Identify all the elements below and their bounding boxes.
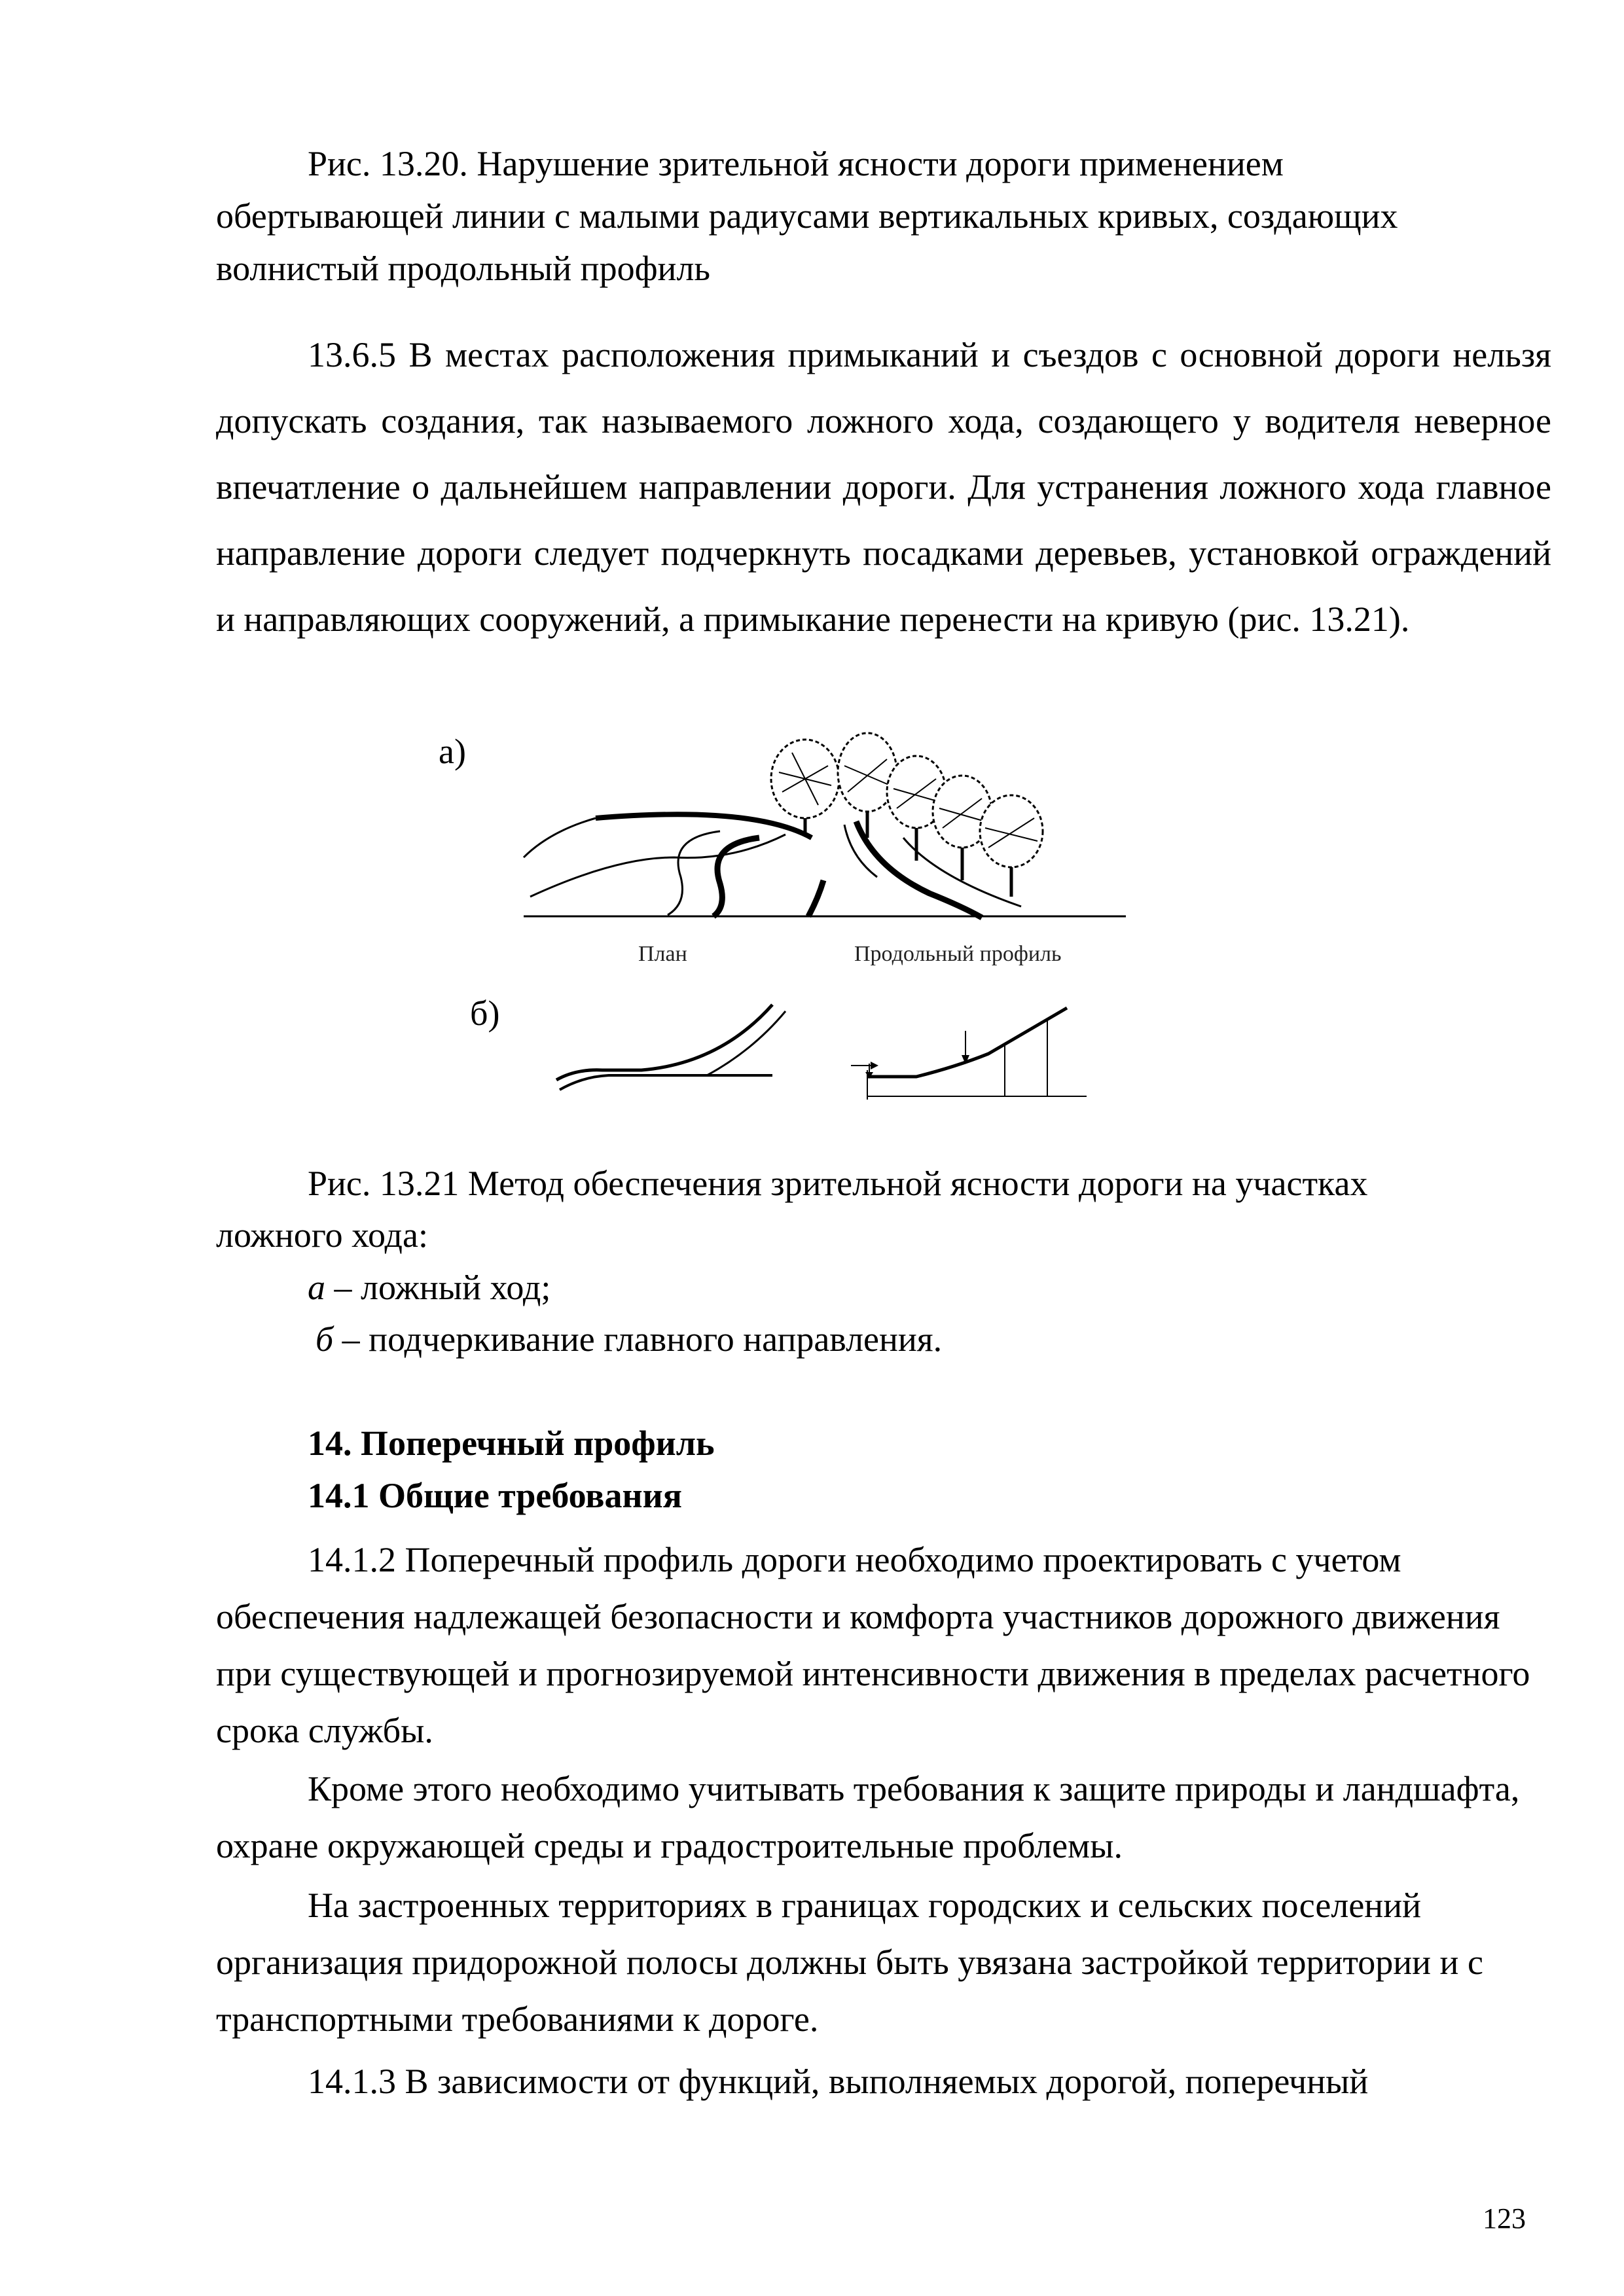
figure-label-a: а) bbox=[439, 732, 466, 771]
tree-row-icon bbox=[838, 733, 1043, 897]
paragraph-built-areas: На застроенных территориях в границах городских и сельских поселений организация придорожной полосы должны быть увязана застройкой территории и с транспортными требованиями к дороге. bbox=[216, 1886, 1483, 2039]
item-b-letter: б bbox=[316, 1319, 334, 1359]
item-b-text: – подчеркивание главного направления. bbox=[333, 1319, 943, 1359]
item-a-text: – ложный ход; bbox=[325, 1268, 551, 1307]
longitudinal-profile-drawing bbox=[844, 995, 1106, 1106]
profile-label: Продольный профиль bbox=[854, 942, 1062, 966]
perspective-road-drawing bbox=[511, 726, 1139, 936]
paragraph-nature: Кроме этого необходимо учитывать требования к защите природы и ландшафта, охране окружающей среды и градостроительные проблемы. bbox=[216, 1769, 1520, 1865]
page-number: 123 bbox=[1483, 2202, 1526, 2234]
paragraph-14-1-2: 14.1.2 Поперечный профиль дороги необходимо проектировать с учетом обеспечения надлежащей безопасности и комфорта участников дорожного движения при существующей и прогнозируемой интенсивности движения в пределах расчетного срока службы. bbox=[216, 1540, 1530, 1750]
item-a-letter: а bbox=[308, 1268, 325, 1307]
figure-caption-item-b bbox=[316, 1313, 942, 1365]
figure-caption-13-21-line1: Рис. 13.21 Метод обеспечения зрительной ясности дороги на участках bbox=[308, 1164, 1368, 1203]
plan-drawing bbox=[556, 992, 805, 1096]
figure-caption-item-a bbox=[308, 1261, 550, 1314]
subsection-heading-14-1: 14.1 Общие требования bbox=[308, 1476, 682, 1515]
tree-icon bbox=[771, 740, 839, 834]
figure-caption-13-21-line2: ложного хода: bbox=[216, 1215, 428, 1255]
figure-label-b: б) bbox=[470, 994, 500, 1033]
paragraph-14-1-3: 14.1.3 В зависимости от функций, выполняемых дорогой, поперечный bbox=[308, 2062, 1369, 2101]
figure-caption-13-20: Рис. 13.20. Нарушение зрительной ясности дороги применением обертывающей линии с малыми радиусами вертикальных кривых, создающих волнистый продольный профиль bbox=[216, 144, 1398, 288]
plan-label: План bbox=[638, 942, 687, 966]
section-heading-14: 14. Поперечный профиль bbox=[308, 1424, 715, 1463]
paragraph-13-6-5: 13.6.5 В местах расположения примыканий и съездов с основной дороги нельзя допускать создания, так называемого ложного хода, создающего у водителя неверное впечатление о дальнейшем направлении дороги. Для устранения ложного хода главное направление дороги следует подчеркнуть посадками деревьев, установкой ограждений и направляющих сооружений, а примыкание перенести на кривую (рис. 13.21). bbox=[216, 335, 1551, 639]
